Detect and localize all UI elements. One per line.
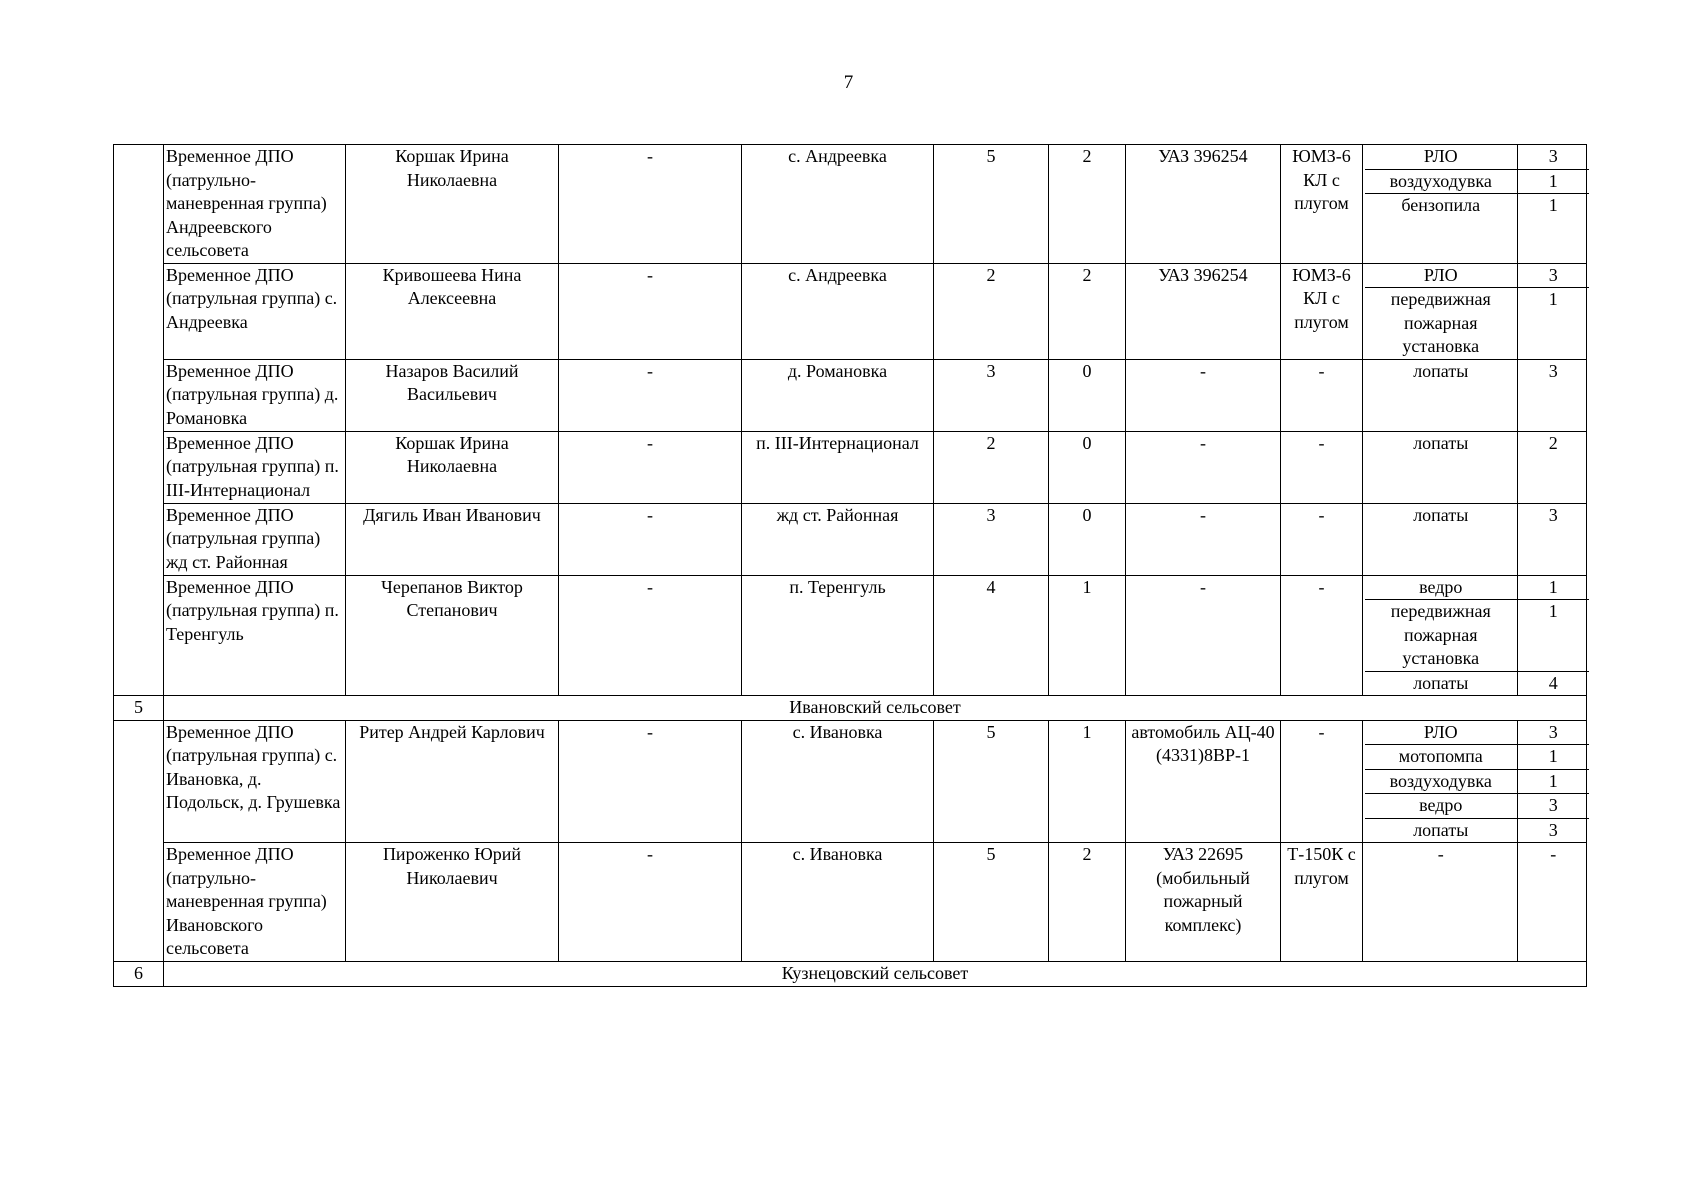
unit-name-cell: Временное ДПО (патрульная группа) жд ст. Районная [164,503,346,575]
section-title: Ивановский сельсовет [164,696,1587,721]
people-count-cell: 2 [934,431,1049,503]
equipment-list [1365,264,1589,359]
equipment-name: воздуходувка [1365,769,1517,794]
location-cell: с. Андреевка [742,263,934,359]
equipment-name: лопаты [1365,671,1517,695]
equipment-item [1365,818,1589,842]
equipment-item [1365,769,1589,794]
equipment-qty: 1 [1517,745,1589,770]
head-name-cell: Ритер Андрей Карлович [346,720,559,843]
equipment-list [1365,432,1589,503]
equipment-qty: 1 [1548,576,1558,597]
equipment-item [1365,264,1589,288]
head-name-cell: Черепанов Виктор Степанович [346,575,559,696]
equipment-cell [1363,843,1587,962]
equipment-qty: 1 [1517,600,1589,672]
unit-name-cell: Временное ДПО (патрульная группа) п. Теренгуль [164,575,346,696]
equipment-cell [1363,575,1587,696]
section-number: 5 [114,696,164,721]
equipment-name: мотопомпа [1365,745,1517,770]
equipment-qty: 2 [1548,432,1558,453]
contact-cell: - [559,575,742,696]
equipment-cell [1363,145,1587,264]
count-cell: 0 [1049,503,1126,575]
location-cell: с. Ивановка [742,843,934,962]
equipment-name: лопаты [1365,360,1517,431]
table-row [114,145,1587,264]
equipment-name: ведро [1365,576,1517,600]
equipment-list [1365,504,1589,575]
people-count-cell: 2 [934,263,1049,359]
people-count-cell: 3 [934,359,1049,431]
table-row [114,431,1587,503]
tractor-cell: - [1281,720,1363,843]
tractor-cell: - [1281,359,1363,431]
vehicle-cell: - [1126,503,1281,575]
equipment-item [1365,721,1589,745]
page-number: 7 [843,72,854,93]
vehicle-cell: УАЗ 396254 [1126,263,1281,359]
equipment-list [1365,843,1589,961]
equipment-qty: 3 [1548,504,1558,525]
equipment-name: РЛО [1365,264,1517,288]
vehicle-cell: - [1126,575,1281,696]
equipment-name: РЛО [1365,721,1517,745]
contact-cell: - [559,263,742,359]
contact-cell: - [559,843,742,962]
equipment-item [1365,169,1589,194]
tractor-cell: ЮМЗ-6 КЛ с плугом [1281,145,1363,264]
table-row [114,720,1587,843]
equipment-item [1365,145,1589,169]
equipment-qty: - [1550,844,1557,864]
contact-cell: - [559,720,742,843]
equipment-cell [1363,359,1587,431]
equipment-qty: 1 [1517,288,1589,359]
contact-cell: - [559,359,742,431]
equipment-item [1365,576,1589,600]
equipment-qty: 3 [1517,818,1589,842]
equipment-item [1365,843,1589,961]
vehicle-cell: УАЗ 22695 (мобильный пожарный комплекс) [1126,843,1281,962]
equipment-qty: 3 [1548,264,1558,285]
vehicle-cell: - [1126,359,1281,431]
equipment-qty: 4 [1517,671,1589,695]
equipment-item [1365,504,1589,575]
location-cell: п. Теренгуль [742,575,934,696]
equipment-name: лопаты [1365,432,1517,503]
unit-name-cell: Временное ДПО (патрульная группа) п. III-Интернационал [164,431,346,503]
location-cell: с. Андреевка [742,145,934,264]
equipment-list [1365,360,1589,431]
unit-name-cell: Временное ДПО (патрульно-маневренная группа) Ивановского сельсовета [164,843,346,962]
row-number-cell [114,145,164,696]
section-row [114,696,1587,721]
tractor-cell: - [1281,431,1363,503]
head-name-cell: Дягиль Иван Иванович [346,503,559,575]
equipment-cell [1363,431,1587,503]
equipment-name: бензопила [1365,194,1517,263]
equipment-name: ведро [1365,794,1517,819]
table-row [114,843,1587,962]
location-cell: п. III-Интернационал [742,431,934,503]
tractor-cell: Т-150К с плугом [1281,843,1363,962]
equipment-item [1365,360,1589,431]
table-row [114,575,1587,696]
vehicle-cell: - [1126,431,1281,503]
equipment-name: передвижная пожарная установка [1365,600,1517,672]
count-cell: 0 [1049,431,1126,503]
equipment-qty: 1 [1517,194,1589,263]
row-number-cell [114,720,164,962]
vehicle-cell: автомобиль АЦ-40 (4331)8ВР-1 [1126,720,1281,843]
unit-name-cell: Временное ДПО (патрульная группа) д. Романовка [164,359,346,431]
vehicle-cell: УАЗ 396254 [1126,145,1281,264]
people-count-cell: 3 [934,503,1049,575]
equipment-item [1365,600,1589,672]
equipment-item [1365,432,1589,503]
equipment-list [1365,576,1589,696]
tractor-cell: - [1281,575,1363,696]
equipment-cell [1363,503,1587,575]
count-cell: 1 [1049,575,1126,696]
equipment-cell [1363,263,1587,359]
fire-units-table [113,144,1587,987]
head-name-cell: Пироженко Юрий Николаевич [346,843,559,962]
equipment-item [1365,745,1589,770]
tractor-cell: ЮМЗ-6 КЛ с плугом [1281,263,1363,359]
location-cell: жд ст. Районная [742,503,934,575]
table-row [114,359,1587,431]
head-name-cell: Кривошеева Нина Алексеевна [346,263,559,359]
equipment-qty: 1 [1517,169,1589,194]
equipment-name: воздуходувка [1365,169,1517,194]
location-cell: с. Ивановка [742,720,934,843]
equipment-item [1365,194,1589,263]
location-cell: д. Романовка [742,359,934,431]
unit-name-cell: Временное ДПО (патрульная группа) с. Ивановка, д. Подольск, д. Грушевка [164,720,346,843]
contact-cell: - [559,145,742,264]
equipment-name: передвижная пожарная установка [1365,288,1517,359]
people-count-cell: 5 [934,843,1049,962]
count-cell: 2 [1049,263,1126,359]
equipment-item [1365,288,1589,359]
unit-name-cell: Временное ДПО (патрульно-маневренная группа) Андреевского сельсовета [164,145,346,264]
equipment-qty: 1 [1517,769,1589,794]
tractor-cell: - [1281,503,1363,575]
equipment-list [1365,145,1589,263]
equipment-cell [1363,720,1587,843]
count-cell: 0 [1049,359,1126,431]
contact-cell: - [559,503,742,575]
people-count-cell: 5 [934,145,1049,264]
equipment-qty: 3 [1517,794,1589,819]
people-count-cell: 4 [934,575,1049,696]
contact-cell: - [559,431,742,503]
head-name-cell: Коршак Ирина Николаевна [346,145,559,264]
equipment-item [1365,671,1589,695]
equipment-name: лопаты [1365,818,1517,842]
count-cell: 1 [1049,720,1126,843]
count-cell: 2 [1049,843,1126,962]
count-cell: 2 [1049,145,1126,264]
head-name-cell: Коршак Ирина Николаевна [346,431,559,503]
section-number: 6 [114,962,164,987]
equipment-qty: 3 [1548,360,1558,381]
people-count-cell: 5 [934,720,1049,843]
equipment-qty: 3 [1548,146,1558,166]
head-name-cell: Назаров Василий Васильевич [346,359,559,431]
section-title: Кузнецовский сельсовет [164,962,1587,987]
table-row [114,503,1587,575]
equipment-name: - [1365,843,1517,961]
equipment-name: РЛО [1365,145,1517,169]
table-row [114,263,1587,359]
equipment-name: лопаты [1365,504,1517,575]
equipment-qty: 3 [1548,721,1558,742]
section-row [114,962,1587,987]
equipment-item [1365,794,1589,819]
equipment-list [1365,721,1589,843]
table-body [114,145,1587,987]
unit-name-cell: Временное ДПО (патрульная группа) с. Андреевка [164,263,346,359]
